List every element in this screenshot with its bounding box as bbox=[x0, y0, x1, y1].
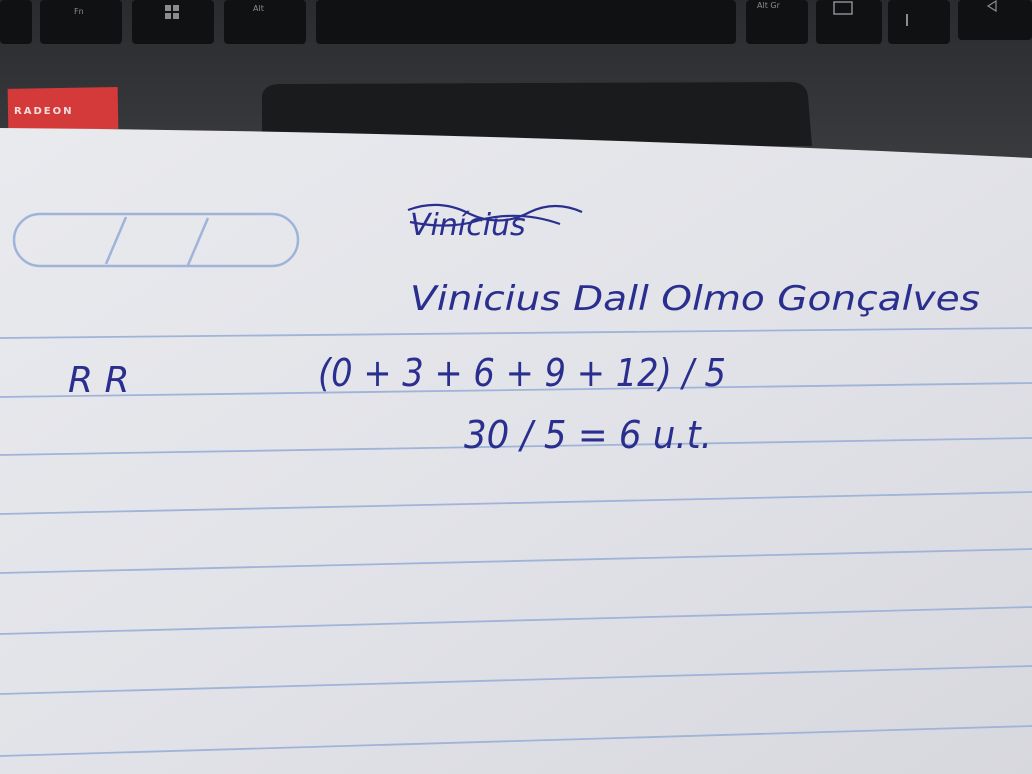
radeon-sticker-text: RADEON bbox=[14, 106, 74, 117]
key-alt bbox=[224, 0, 306, 44]
name-scribble: Vinícius bbox=[410, 208, 526, 243]
keyboard-keys bbox=[0, 0, 1032, 44]
equation-line-2: 30 / 5 = 6 u.t. bbox=[464, 413, 712, 457]
key-ctrl bbox=[888, 0, 950, 44]
key-arrow bbox=[958, 0, 1032, 40]
key-spacebar bbox=[316, 0, 736, 44]
key bbox=[0, 0, 32, 44]
student-name: Vinicius Dall Olmo Gonçalves bbox=[410, 279, 980, 319]
key-menu bbox=[816, 0, 882, 44]
key-alt-label: Alt bbox=[253, 4, 264, 13]
key-fn-label: Fn bbox=[74, 7, 84, 16]
cursor-mark bbox=[906, 14, 908, 26]
equation-line-1: (0 + 3 + 6 + 9 + 12) / 5 bbox=[318, 351, 726, 395]
key-altgr-label: Alt Gr bbox=[757, 1, 780, 10]
answer-label: R R bbox=[68, 360, 130, 401]
